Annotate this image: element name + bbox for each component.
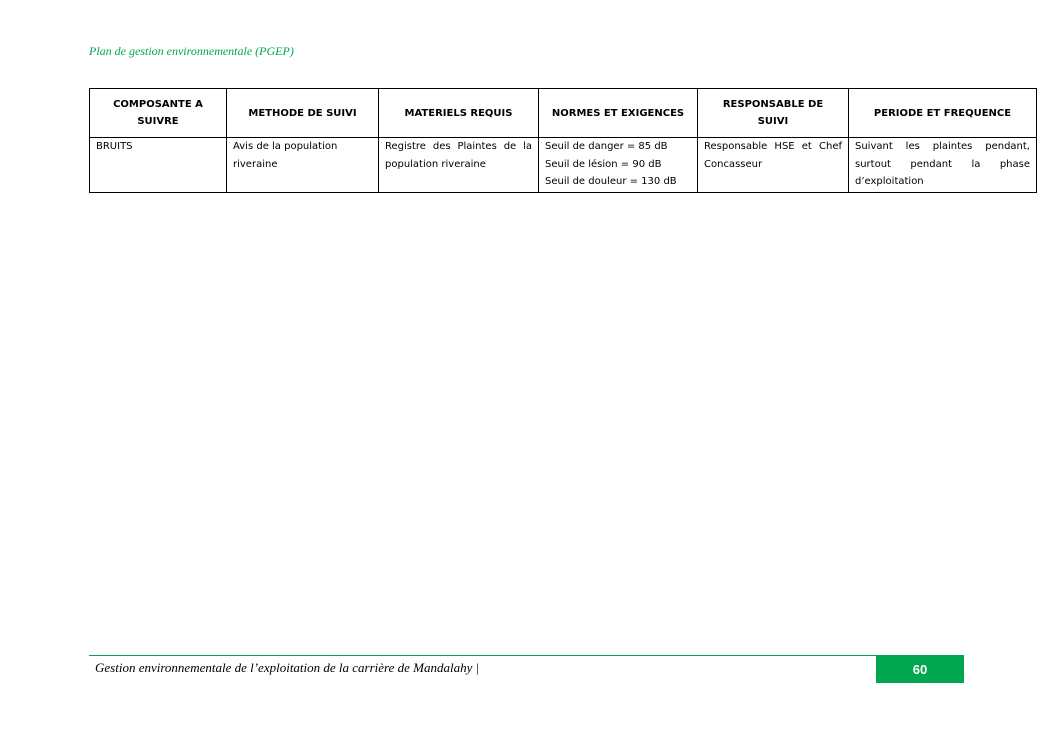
column-header-methode: METHODE DE SUIVI bbox=[227, 89, 379, 138]
column-header-responsable: RESPONSABLE DE SUIVI bbox=[698, 89, 849, 138]
table-row bbox=[90, 138, 1037, 193]
norme-lesion: Seuil de lésion = 90 dB bbox=[545, 158, 662, 170]
footer-document-title: Gestion environnementale de l’exploitation de la carrière de Mandalahy | bbox=[95, 660, 480, 675]
norme-douleur: Seuil de douleur = 130 dB bbox=[545, 176, 677, 187]
cell-methode: Avis de la population riveraine bbox=[227, 138, 379, 193]
column-header-composante: COMPOSANTE A SUIVRE bbox=[90, 89, 227, 138]
column-header-normes: NORMES ET EXIGENCES bbox=[539, 89, 698, 138]
monitoring-table bbox=[89, 88, 1037, 193]
table-header-row bbox=[90, 89, 1037, 138]
column-header-periode: PERIODE ET FREQUENCE bbox=[849, 89, 1037, 138]
page-number-badge: 60 bbox=[876, 656, 964, 683]
norme-danger: Seuil de danger = 85 dB bbox=[545, 141, 668, 152]
page-header-title: Plan de gestion environnementale (PGEP) bbox=[89, 44, 294, 58]
cell-periode: Suivant les plaintes pendant, surtout pendant la phase d’exploitation bbox=[849, 138, 1037, 193]
footer-divider bbox=[89, 655, 964, 656]
cell-normes bbox=[539, 138, 698, 193]
column-header-materiels: MATERIELS REQUIS bbox=[379, 89, 539, 138]
cell-composante: BRUITS bbox=[90, 138, 227, 193]
cell-responsable: Responsable HSE et Chef Concasseur bbox=[698, 138, 849, 193]
cell-materiels: Registre des Plaintes de la population riveraine bbox=[379, 138, 539, 193]
